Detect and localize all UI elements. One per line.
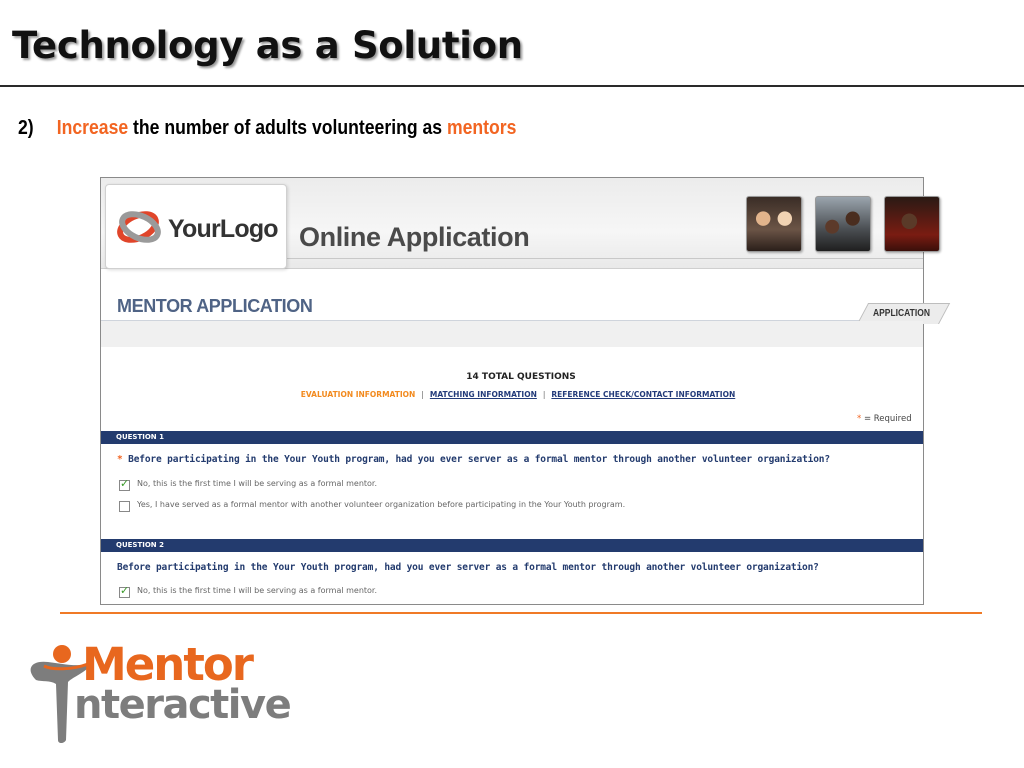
mentor-photo (815, 196, 871, 252)
total-questions: 14 TOTAL QUESTIONS (466, 372, 576, 382)
check-icon: ✓ (120, 584, 130, 597)
section-link-matching[interactable]: MATCHING INFORMATION (429, 390, 537, 399)
title-divider (0, 85, 1024, 87)
section-separator: | (542, 390, 546, 399)
header-title: Online Application (299, 222, 530, 252)
question-header (101, 539, 923, 552)
mentor-photo (884, 196, 940, 252)
required-text: = Required (861, 414, 912, 424)
section-separator: | (421, 390, 424, 399)
required-star: * (117, 454, 123, 465)
section-nav (101, 390, 935, 399)
question-text (117, 454, 830, 465)
required-star: * (857, 414, 862, 424)
answer-label: No, this is the first time I will be serving as a formal mentor. (137, 586, 378, 595)
bullet-highlight-increase: Increase (56, 117, 129, 139)
answer-checkbox[interactable] (119, 477, 130, 491)
logo-swirl-icon (114, 207, 164, 247)
slide-title: Technology as a Solution (12, 24, 523, 67)
imentor-logo (22, 636, 322, 746)
question-number: QUESTION 2 (116, 541, 164, 549)
bullet-point (18, 117, 516, 140)
bullet-highlight-mentors: mentors (446, 117, 517, 139)
question-text: Before participating in the Your Youth program, had you ever server as a formal mentor through another volunteer organization? (117, 562, 819, 573)
toolbar-band (101, 321, 923, 347)
bullet-number: 2) (18, 117, 34, 139)
bullet-text: the number of adults volunteering as (128, 117, 447, 139)
section-link-evaluation[interactable]: EVALUATION INFORMATION (300, 390, 416, 399)
page-title: MENTOR APPLICATION (117, 296, 313, 316)
logo-text: YourLogo (168, 215, 278, 243)
answer-label: Yes, I have served as a formal mentor with another volunteer organization before participating in the Your Youth program. (137, 500, 626, 509)
footer-divider (60, 612, 982, 614)
required-note (857, 414, 912, 424)
check-icon: ✓ (120, 477, 130, 490)
section-link-reference[interactable]: REFERENCE CHECK/CONTACT INFORMATION (551, 390, 736, 399)
brand-text-interactive: nteractive (74, 682, 291, 728)
mentor-photo (746, 196, 802, 252)
answer-checkbox[interactable] (119, 584, 130, 598)
application-screenshot (100, 177, 930, 605)
brand-text-mentor: Mentor (82, 638, 252, 691)
question-label: Before participating in the Your Youth program, had you ever server as a formal mentor through another volunteer organization? (128, 454, 830, 465)
logo-box[interactable] (105, 184, 287, 269)
question-number: QUESTION 1 (116, 433, 164, 441)
tab-application-label[interactable]: APPLICATION (873, 308, 930, 319)
header-divider (287, 258, 923, 259)
answer-checkbox[interactable] (119, 501, 130, 512)
answer-label: No, this is the first time I will be serving as a formal mentor. (137, 479, 378, 488)
question-header (101, 431, 923, 444)
